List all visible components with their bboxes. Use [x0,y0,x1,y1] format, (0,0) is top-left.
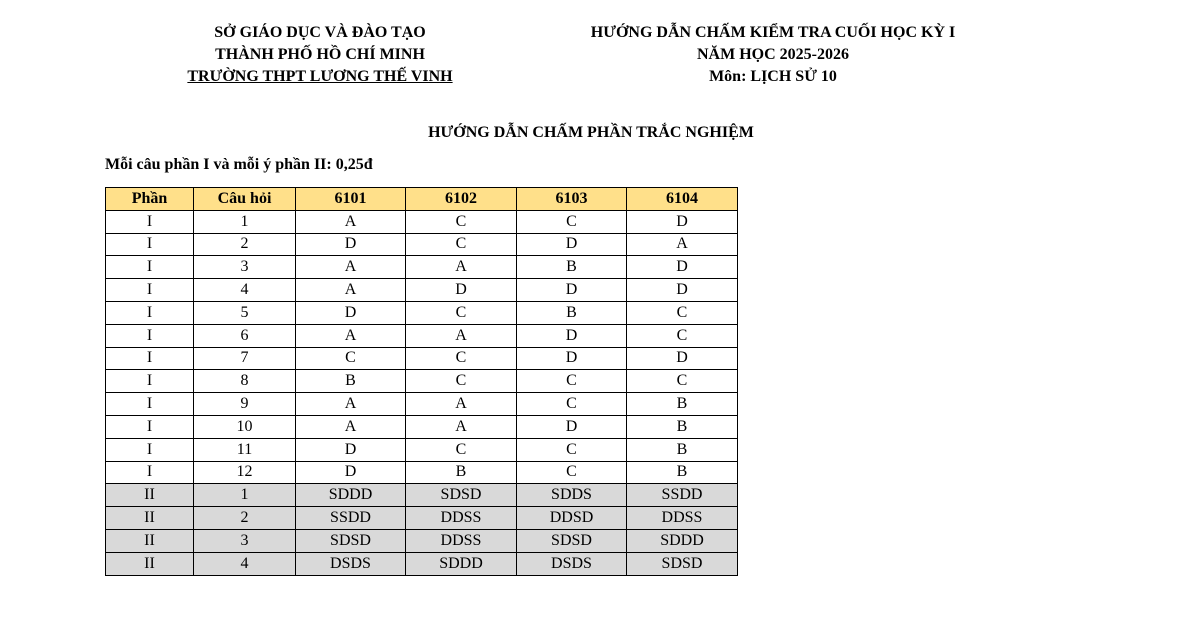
answer-6103-cell: DSDS [517,552,627,575]
answer-6101-cell: D [296,233,406,256]
part-cell: I [106,415,194,438]
question-cell: 6 [194,324,296,347]
answer-6102-cell: C [406,438,517,461]
table-row [106,370,738,393]
header-code-6103: 6103 [517,188,627,211]
answer-6101-cell: A [296,210,406,233]
header-right [548,22,998,88]
answer-6104-cell: B [627,461,738,484]
answer-6102-cell: SDDD [406,552,517,575]
school-name: TRƯỜNG THPT LƯƠNG THẾ VINH [187,68,453,85]
answer-6101-cell: SSDD [296,507,406,530]
answer-6101-cell: SDDD [296,484,406,507]
answer-6102-cell: SDSD [406,484,517,507]
header-code-6102: 6102 [406,188,517,211]
answer-6104-cell: B [627,438,738,461]
question-cell: 5 [194,301,296,324]
answer-6102-cell: C [406,233,517,256]
answer-6103-cell: D [517,279,627,302]
answer-6104-cell: SDSD [627,552,738,575]
answer-6101-cell: A [296,256,406,279]
table-row [106,301,738,324]
answer-6102-cell: A [406,324,517,347]
answer-6103-cell: C [517,210,627,233]
question-cell: 4 [194,279,296,302]
answer-6101-cell: DSDS [296,552,406,575]
question-cell: 11 [194,438,296,461]
scoring-note: Mỗi câu phần I và mỗi ý phần II: 0,25đ [105,156,373,173]
table-row [106,529,738,552]
part-cell: I [106,438,194,461]
answer-6103-cell: C [517,393,627,416]
answer-6103-cell: D [517,415,627,438]
answer-6103-cell: B [517,256,627,279]
answer-6103-cell: D [517,233,627,256]
part-cell: I [106,393,194,416]
part-cell: I [106,256,194,279]
answer-6104-cell: DDSS [627,507,738,530]
answer-6104-cell: SDDD [627,529,738,552]
answer-6104-cell: A [627,233,738,256]
question-cell: 9 [194,393,296,416]
answer-6103-cell: C [517,438,627,461]
header-question: Câu hỏi [194,188,296,211]
answer-key-table [105,187,738,576]
header-left [150,22,490,88]
question-cell: 10 [194,415,296,438]
question-cell: 8 [194,370,296,393]
answer-6102-cell: DDSS [406,529,517,552]
part-cell: I [106,210,194,233]
answer-6101-cell: A [296,324,406,347]
table-row [106,461,738,484]
answer-6102-cell: C [406,301,517,324]
part-cell: I [106,279,194,302]
header-code-6104: 6104 [627,188,738,211]
header-part: Phần [106,188,194,211]
answer-6102-cell: A [406,393,517,416]
part-cell: I [106,301,194,324]
question-cell: 7 [194,347,296,370]
answer-6103-cell: B [517,301,627,324]
answer-6103-cell: C [517,370,627,393]
answer-6102-cell: C [406,210,517,233]
table-row [106,256,738,279]
document-title: HƯỚNG DẪN CHẤM KIỂM TRA CUỐI HỌC KỲ I [590,24,956,41]
answer-6103-cell: SDSD [517,529,627,552]
answer-6104-cell: B [627,393,738,416]
answer-6103-cell: SDDS [517,484,627,507]
table-row [106,507,738,530]
question-cell: 4 [194,552,296,575]
part-cell: II [106,529,194,552]
answer-6104-cell: D [627,347,738,370]
question-cell: 1 [194,484,296,507]
answer-6102-cell: C [406,347,517,370]
table-header-row [106,188,738,211]
part-cell: II [106,507,194,530]
question-cell: 3 [194,256,296,279]
answer-6104-cell: B [627,415,738,438]
answer-6101-cell: D [296,438,406,461]
city-name: THÀNH PHỐ HỒ CHÍ MINH [215,46,425,63]
table-row [106,415,738,438]
answer-6101-cell: A [296,393,406,416]
table-row [106,324,738,347]
question-cell: 3 [194,529,296,552]
answer-6101-cell: D [296,301,406,324]
answer-6104-cell: C [627,370,738,393]
table-row [106,393,738,416]
answer-6101-cell: SDSD [296,529,406,552]
header-code-6101: 6101 [296,188,406,211]
answer-6104-cell: C [627,324,738,347]
table-body [106,210,738,575]
answer-6104-cell: SSDD [627,484,738,507]
answer-6104-cell: D [627,279,738,302]
answer-6102-cell: D [406,279,517,302]
answer-6102-cell: DDSS [406,507,517,530]
answer-6104-cell: C [627,301,738,324]
question-cell: 1 [194,210,296,233]
section-title: HƯỚNG DẪN CHẤM PHẦN TRẮC NGHIỆM [428,124,754,141]
table-row [106,233,738,256]
department-name: SỞ GIÁO DỤC VÀ ĐÀO TẠO [214,24,426,41]
table-row [106,484,738,507]
answer-6103-cell: D [517,347,627,370]
part-cell: I [106,461,194,484]
part-cell: I [106,233,194,256]
answer-6104-cell: D [627,256,738,279]
answer-6102-cell: A [406,415,517,438]
table-row [106,347,738,370]
school-year: NĂM HỌC 2025-2026 [697,46,849,63]
answer-6101-cell: B [296,370,406,393]
part-cell: I [106,370,194,393]
question-cell: 2 [194,233,296,256]
part-cell: II [106,484,194,507]
answer-6104-cell: D [627,210,738,233]
table-row [106,210,738,233]
part-cell: II [106,552,194,575]
answer-6102-cell: B [406,461,517,484]
answer-6101-cell: A [296,279,406,302]
table-row [106,279,738,302]
answer-6103-cell: C [517,461,627,484]
answer-6101-cell: C [296,347,406,370]
part-cell: I [106,324,194,347]
answer-6102-cell: A [406,256,517,279]
question-cell: 12 [194,461,296,484]
answer-6102-cell: C [406,370,517,393]
question-cell: 2 [194,507,296,530]
answer-6101-cell: D [296,461,406,484]
answer-6103-cell: DDSD [517,507,627,530]
answer-6103-cell: D [517,324,627,347]
answer-6101-cell: A [296,415,406,438]
table-row [106,552,738,575]
part-cell: I [106,347,194,370]
subject: Môn: LỊCH SỬ 10 [709,68,837,85]
table-row [106,438,738,461]
